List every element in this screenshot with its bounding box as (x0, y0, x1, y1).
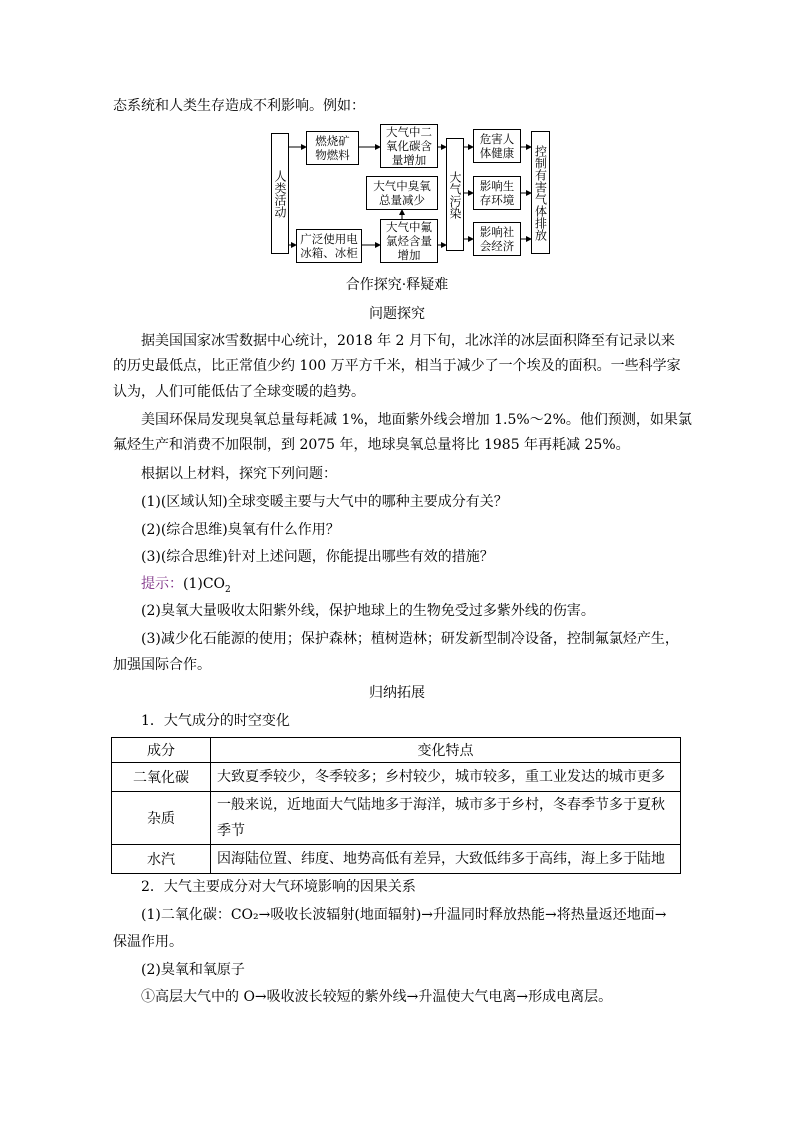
co2-line-1: 大气中二 (386, 125, 432, 139)
co2-line-2: 氧化碳含 (386, 139, 432, 153)
co2-increase-box (380, 124, 438, 168)
question-3: (3)(综合思维)针对上述问题，你能提出哪些有效的措施？ (141, 549, 494, 565)
answer-2: (2)臭氧大量吸收太阳紫外线，保护地球上的生物免受过多紫外线的伤害。 (141, 603, 595, 619)
sub-title-problem: 问题探究 (369, 306, 425, 322)
question-1: (1)(区域认知)全球变暖主要与大气中的哪种主要成分有关？ (141, 494, 508, 510)
sub-title-summary: 归纳拓展 (369, 685, 425, 701)
ozone-decrease-box (366, 176, 438, 210)
air-pollution-box (446, 138, 464, 251)
answer-3-line-1: (3)减少化石能源的使用；保护森林；植树造林；研发新型制冷设备，控制氟氯烃产生， (141, 631, 679, 647)
control-emission-box (531, 131, 550, 254)
table-header-row (112, 738, 681, 763)
fridge-box (296, 229, 362, 263)
economy-line-1: 影响社 (479, 225, 515, 239)
table-cell-text: 因海陆位置、纬度、地势高低有差异，大致低纬多于高纬，海上多于陆地 (211, 845, 681, 874)
item-1-title: 1．大气成分的时空变化 (141, 713, 290, 729)
fossil-fuel-line-2: 物燃料 (315, 148, 350, 162)
paragraph-2-line-2: 氟烃生产和消费不加限制，到 2075 年，地球臭氧总量将比 1985 年再耗减 25%。 (113, 437, 630, 453)
paragraph-1-line-2: 的历史最低点，比正常值少约 100 万平方千米，相当于减少了一个埃及的面积。一些科学家 (113, 358, 681, 374)
economy-line-2: 会经济 (479, 239, 515, 253)
composition-table (111, 737, 681, 874)
air-pollution-label: 大气污染 (448, 170, 462, 219)
fossil-fuel-box (306, 131, 359, 165)
environment-line-2: 存环境 (479, 193, 515, 207)
table-cell-name: 杂质 (112, 792, 211, 845)
fridge-line-2: 冰箱、冰柜 (300, 246, 358, 260)
hint-label: 提示： (141, 576, 183, 592)
co2-effect-line-1: (1)二氧化碳：CO₂→吸收长波辐射(地面辐射)→升温同时释放热能→将热量返还地面→ (141, 907, 667, 923)
environment-box (473, 176, 521, 210)
environment-line-1: 影响生 (479, 179, 515, 193)
table-cell-text: 大致夏季较少，冬季较多；乡村较少，城市较多，重工业发达的城市更多 (211, 763, 681, 792)
table-cell-name: 二氧化碳 (112, 763, 211, 792)
ozone-line-1: 大气中臭氧 (373, 179, 431, 193)
table-row (112, 792, 681, 845)
answer-1 (141, 574, 231, 600)
table-cell-name: 水汽 (112, 845, 211, 874)
cfc-line-2: 氯烃含量 (386, 234, 432, 248)
cfc-line-1: 大气中氟 (386, 220, 432, 234)
question-2: (2)(综合思维)臭氧有什么作用？ (141, 522, 340, 538)
answer-1-subscript: 2 (225, 584, 231, 595)
table-row (112, 763, 681, 792)
health-line-2: 体健康 (479, 146, 515, 160)
co2-effect-line-2: 保温作用。 (113, 934, 183, 950)
answer-3-line-2: 加强国际合作。 (113, 657, 211, 673)
table-header-component: 成分 (112, 738, 211, 763)
paragraph-1-line-3: 认为，人们可能低估了全球变暖的趋势。 (113, 384, 365, 400)
control-emission-label: 控制有害气体排放 (533, 144, 548, 241)
ozone-section-title: (2)臭氧和氧原子 (141, 962, 245, 978)
economy-box (473, 222, 521, 256)
human-activity-label: 人类活动 (273, 169, 287, 218)
cfc-line-3: 增加 (397, 248, 421, 262)
human-activity-box (271, 133, 289, 254)
cfc-increase-box (380, 219, 438, 263)
fridge-line-1: 广泛使用电 (300, 232, 358, 246)
paragraph-3: 根据以上材料，探究下列问题： (141, 466, 337, 482)
section-title: 合作探究·释疑难 (345, 277, 449, 293)
answer-1-text: (1)CO (183, 576, 226, 592)
intro-line: 态系统和人类生存造成不利影响。例如： (113, 98, 365, 114)
item-2-title: 2．大气主要成分对大气环境影响的因果关系 (141, 879, 416, 895)
ozone-effect-line-1: ①高层大气中的 O→吸收波长较短的紫外线→升温使大气电离→形成电离层。 (141, 989, 613, 1005)
paragraph-2-line-1: 美国环保局发现臭氧总量每耗减 1%，地面紫外线会增加 1.5%～2%。他们预测，如果氯 (141, 412, 692, 428)
table-header-feature: 变化特点 (211, 738, 681, 763)
table-row (112, 845, 681, 874)
ozone-line-2: 总量减少 (379, 193, 425, 207)
fossil-fuel-line-1: 燃烧矿 (315, 134, 350, 148)
co2-line-3: 量增加 (391, 153, 427, 167)
health-box (473, 129, 521, 163)
table-cell-text: 一般来说，近地面大气陆地多于海洋，城市多于乡村，冬春季节多于夏秋季节 (211, 792, 681, 845)
paragraph-1-line-1: 据美国国家冰雪数据中心统计，2018 年 2 月下旬，北冰洋的冰层面积降至有记录以来 (141, 333, 675, 349)
health-line-1: 危害人 (479, 132, 515, 146)
